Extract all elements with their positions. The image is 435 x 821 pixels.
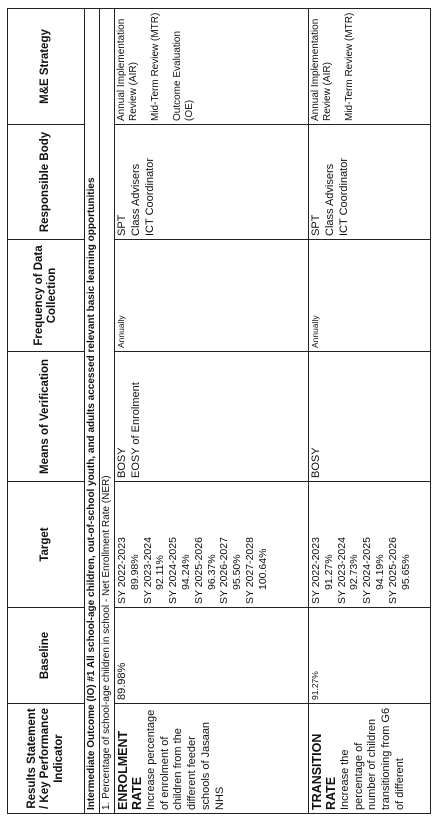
responsible-cell — [309, 125, 431, 240]
target-value: 95.65% — [399, 554, 412, 590]
outcome-row — [85, 9, 100, 814]
target-year: SY 2025-2026 — [386, 537, 399, 604]
strategy-cell — [309, 9, 431, 125]
frequency-cell — [309, 240, 431, 352]
table-row — [115, 9, 309, 814]
target-value: 94.19% — [373, 554, 386, 590]
table-row — [309, 9, 431, 814]
header-frequency: Frequency of Data Collection — [8, 240, 85, 352]
header-row — [8, 9, 85, 814]
header-means: Means of Verification — [8, 352, 85, 482]
intermediate-outcome: Intermediate Outcome (IO) #1 All school-age children, out-of-school youth, and adults accessed relevant basic learning opportunities — [85, 9, 100, 814]
strategy-item: Annual Implementation Review (AIR) — [310, 18, 333, 121]
means-item: BOSY — [116, 447, 128, 478]
target-value: 92.11% — [154, 555, 167, 590]
target-year: SY 2024-2025 — [361, 537, 374, 604]
means-cell — [309, 352, 431, 482]
target-value: 95.50% — [231, 554, 244, 590]
kpi-title: RATE — [324, 776, 339, 810]
target-year: SY 2025-2026 — [192, 537, 205, 604]
target-year: SY 2023-2024 — [141, 537, 154, 604]
target-value: 100.64% — [256, 548, 269, 590]
target-value: 94.24% — [179, 554, 192, 590]
kpi-description: Increase the percentage of number of children transitioning from G6 of different — [338, 707, 406, 810]
header-results: Results Statement / Key Performance Indicator — [8, 704, 85, 814]
spacer — [140, 12, 150, 121]
kpi-cell — [309, 704, 431, 814]
target-value: 89.98% — [128, 554, 141, 590]
means-cell — [115, 352, 309, 482]
target-year: SY 2026-2027 — [218, 537, 231, 604]
indicator-heading-row — [100, 9, 115, 814]
spacer — [334, 12, 344, 121]
target-year: SY 2022-2023 — [310, 537, 322, 604]
rotated-table-wrapper — [7, 9, 427, 814]
header-responsible: Responsible Body — [8, 125, 85, 240]
header-target: Target — [8, 482, 85, 608]
target-value: 92.73% — [348, 554, 361, 590]
frequency-cell — [115, 240, 309, 352]
baseline-cell — [309, 608, 431, 704]
baseline-value: 91.27% — [310, 671, 320, 700]
baseline-cell — [115, 608, 309, 704]
kpi-title: ENROLMENT — [116, 730, 130, 810]
frequency-value: Annually — [116, 315, 126, 348]
frequency-value: Annually — [310, 315, 320, 348]
responsible-item: Class Advisers — [129, 163, 142, 236]
kpi-description: Increase percentage of enrolment of children from the different feeder schools of Jasaan NHS — [144, 709, 226, 810]
strategy-item: Mid-Term Review (MTR) — [150, 12, 161, 121]
baseline-value: 89.98% — [116, 662, 128, 700]
spacer — [162, 12, 172, 121]
strategy-item: Mid-Term Review (MTR) — [344, 12, 355, 121]
responsible-item: Class Advisers — [323, 163, 336, 236]
target-year: SY 2024-2025 — [167, 537, 180, 604]
strategy-item: Annual Implementation Review (AIR) — [116, 18, 139, 121]
responsible-item: SPT — [116, 214, 128, 236]
responsible-item: ICT Coordinator — [337, 157, 350, 236]
header-strategy: M&E Strategy — [8, 9, 85, 125]
target-value: 91.27% — [322, 554, 335, 590]
target-year: SY 2027-2028 — [243, 537, 256, 604]
indicator-heading: 1. Percentage of school-age children in school - Net Enrollment Rate (NER) — [100, 9, 115, 814]
target-cell — [115, 482, 309, 608]
responsible-cell — [115, 125, 309, 240]
header-baseline: Baseline — [8, 608, 85, 704]
kpi-cell — [115, 704, 309, 814]
strategy-item: Outcome Evaluation (OE) — [172, 30, 195, 121]
target-cell — [309, 482, 431, 608]
kpi-title: RATE — [130, 776, 145, 810]
means-item: EOSY of Enrolment — [129, 382, 142, 478]
strategy-cell — [115, 9, 309, 125]
means-item: BOSY — [310, 447, 322, 478]
target-year: SY 2023-2024 — [335, 537, 348, 604]
me-strategy-table — [7, 8, 431, 814]
target-year: SY 2022-2023 — [116, 537, 128, 604]
kpi-title: TRANSITION — [310, 733, 324, 810]
responsible-item: SPT — [310, 214, 322, 236]
responsible-item: ICT Coordinator — [143, 157, 156, 236]
target-value: 96.37% — [205, 554, 218, 590]
